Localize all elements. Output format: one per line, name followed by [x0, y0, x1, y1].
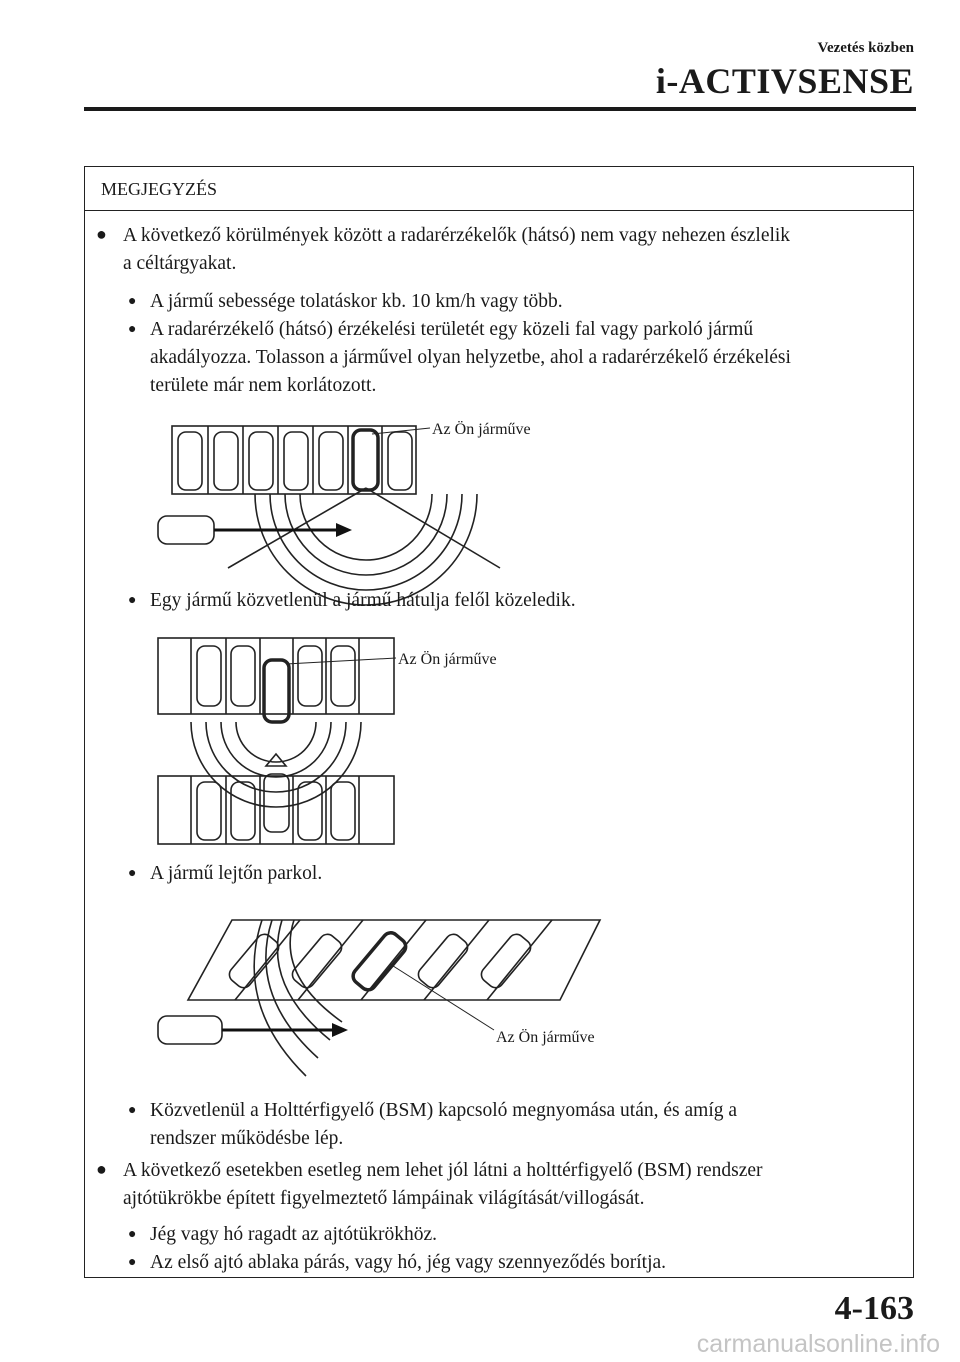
bullet2-line1: A következő esetekben esetleg nem lehet jól látni a holttérfigyelő (BSM) rendszer: [123, 1160, 763, 1181]
watermark: carmanualsonline.info: [696, 1330, 940, 1358]
sub-bullet-dot: ●: [128, 1255, 137, 1270]
section-label: Vezetés közben: [817, 40, 914, 56]
bullet-dot: ●: [96, 224, 107, 244]
figure1-label: Az Ön járműve: [432, 421, 531, 438]
bullet1-line2: a céltárgyakat.: [123, 253, 237, 274]
bullet2-line2: ajtótükrökbe épített figyelmeztető lámpáinak világítását/villogását.: [123, 1188, 645, 1209]
page-number: 4-163: [834, 1290, 914, 1327]
sub4-text: A jármű lejtőn parkol.: [150, 863, 323, 884]
sub-bullet-dot: ●: [128, 866, 137, 881]
sub3-text: Egy jármű közvetlenül a jármű hátulja felől közeledik.: [150, 590, 576, 611]
sub2-line2: akadályozza. Tolasson a járművel olyan helyzetbe, ahol a radarérzékelő érzékelési: [150, 347, 791, 368]
bullet2-sub2: Az első ajtó ablaka párás, vagy hó, jég vagy szennyeződés borítja.: [150, 1252, 667, 1273]
sub1-text: A jármű sebessége tolatáskor kb. 10 km/h vagy több.: [150, 291, 563, 312]
sub2-line1: A radarérzékelő (hátsó) érzékelési területét egy közeli fal vagy parkoló jármű: [150, 319, 754, 340]
sub-bullet-dot: ●: [128, 593, 137, 608]
sub5-line2: rendszer működésbe lép.: [150, 1128, 344, 1149]
bullet2-sub1: Jég vagy hó ragadt az ajtótükrökhöz.: [150, 1224, 437, 1245]
sub-bullet-dot: ●: [128, 322, 137, 337]
page-title: i-ACTIVSENSE: [655, 61, 914, 101]
sub5-line1: Közvetlenül a Holttérfigyelő (BSM) kapcsoló megnyomása után, és amíg a: [150, 1100, 738, 1121]
sub2-line3: területe már nem korlátozott.: [150, 375, 377, 396]
figure3-label: Az Ön járműve: [496, 1029, 595, 1046]
sub-bullet-dot: ●: [128, 1103, 137, 1118]
figure2-label: Az Ön járműve: [398, 651, 497, 668]
note-heading: MEGJEGYZÉS: [85, 167, 913, 211]
bullet1-line1: A következő körülmények között a radarérzékelők (hátsó) nem vagy nehezen észlelik: [123, 225, 791, 246]
sub-bullet-dot: ●: [128, 1227, 137, 1242]
sub-bullet-dot: ●: [128, 294, 137, 309]
bullet-dot: ●: [96, 1159, 107, 1179]
